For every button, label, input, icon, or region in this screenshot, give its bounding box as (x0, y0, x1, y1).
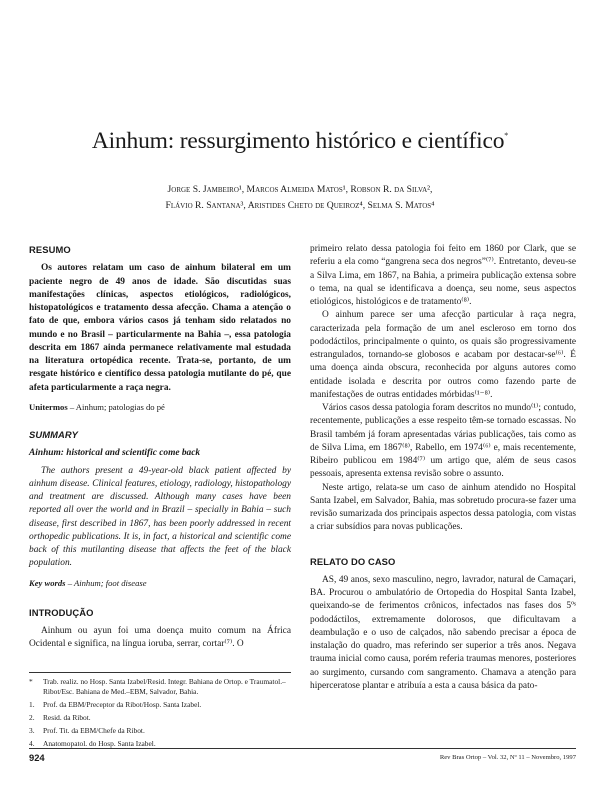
footnote-item: 1. Prof. da EBM/Preceptor da Ribot/Hosp. Santa Izabel. (29, 699, 202, 709)
resumo-keywords-label: Unitermos (29, 401, 68, 412)
title-footnote-mark: * (504, 131, 509, 140)
article-title (0, 128, 600, 155)
paragraph: Neste artigo, relata-se um caso de ainhum atendido no Hospital Santa Izabel, em Salvador, Bahia, mas sobretudo procura-se fazer uma revisão sumarizada dos principais aspectos dessa patologia, com vistas a criar subsídios para novas publicações. (310, 482, 576, 533)
paragraph: Vários casos dessa patologia foram descritos no mundo⁽¹⁾; contudo, recentemente, publicações a esse respeito têm-se tornado escassas. No Brasil também já foram apresentadas várias publicações, tais como as de Silva Lima, em 1867⁽⁸⁾, Rabello, em 1974⁽⁶⁾ e, mais recentemente, Ribeiro publicou em 1984⁽⁷⁾ um artigo que, além de seus casos pessoais, apresenta extensa revisão sobre o assunto. (310, 403, 576, 480)
summary-keywords (29, 577, 291, 590)
footnote-item: 2. Resid. da Ribot. (29, 712, 91, 722)
summary-subtitle: Ainhum: historical and scientific come back (29, 448, 201, 459)
right-column (310, 243, 576, 693)
footnote-item: 3. Prof. Tit. da EBM/Chefe da Ribot. (29, 726, 145, 736)
title-text: Ainhum: ressurgimento histórico e científico (91, 128, 505, 154)
resumo-keywords-text: – Ainhum; patologias do pé (69, 401, 165, 412)
case-report-heading: RELATO DO CASO (310, 555, 396, 567)
summary-keywords-label: Key words (29, 577, 66, 588)
left-column (29, 243, 291, 652)
paragraph: AS, 49 anos, sexo masculino, negro, lavrador, natural de Camaçari, BA. Procurou o ambulatório de Ortopedia do Hospital Santa Izabel, queixando-se de ferimentos crônicos, infectados nas fases dos 5ºˢ pododáctilos, extremamente dolorosos, que dificultavam a deambulação e o uso de calçados, não sabendo precisar a época de instalação do quadro, mas referindo ser superior a três anos. Negava trauma inicial como causa, porém referia traumas menores, posteriores ao surgimento, cursando com sangramento. Chamava a atenção para hiperceratose plantar e atribuía a esta a causa básica da pato- (310, 574, 576, 691)
resumo-text: Os autores relatam um caso de ainhum bilateral em um paciente negro de 49 anos de idade. São discutidas suas manifestações clínicas, aspectos etiológicos, radiológicos, histopatológicos e tratamento dessa afecção. Chama a atenção o fato de que, embora vários casos já tenham sido relatados no mundo e no Brasil – particularmente na Bahia –, essa patologia descrita em 1867 ainda permanece relativamente mal estudada na literatura ortopédica recente. Trata-se, portanto, de um resgate histórico e científico dessa patologia mutilante do pé, que afeta particularmente a raça negra. (29, 263, 291, 393)
footnote-item: 4. Anatomopatol. do Hosp. Santa Izabel. (29, 739, 156, 749)
author-line-1: Jorge S. Jambeiro¹, Marcos Almeida Matos¹, Robson R. da Silva², (167, 184, 433, 195)
paragraph: O ainhum parece ser uma afecção particular à raça negra, caracterizada pela formação de um anel escleroso em torno dos pododáctilos, principalmente o quinto, os quais são progressivamente estrangulados, tornando-se globosos e acabam por destacar-se⁽⁶⁾. É uma doença ainda obscura, reconhecida por alguns autores como entidade isolada e descrita por outros como fazendo parte de manifestações de outras entidades mórbidas⁽¹⁻⁸⁾. (310, 310, 576, 400)
intro-heading: INTRODUÇÃO (29, 606, 94, 618)
author-line-2: Flávio R. Santana³, Aristides Cheto de Queiroz⁴, Selma S. Matos⁴ (165, 200, 435, 211)
paragraph: primeiro relato dessa patologia foi feito em 1860 por Clark, que se referiu a ela como “gangrena seca dos negros”⁽⁷⁾. Entretanto, deveu-se a Silva Lima, em 1867, na Bahia, a primeira publicação extensa sobre o tema, na qual se identificava a doença, seu nome, seus aspectos etiológicos, histológicos e de tratamento⁽⁸⁾. (310, 244, 576, 307)
author-list (0, 182, 600, 214)
intro-text: Ainhum ou ayun foi uma doença muito comum na África Ocidental e significa, na língua ioruba, serrar, cortar⁽⁷⁾. O (29, 626, 291, 650)
page-number: 924 (29, 752, 45, 763)
summary-text: The authors present a 49-year-old black patient affected by ainhum disease. Clinical features, etiology, radiology, histopathology and treatment are discussed. Although many cases have been reported all over the world and in Brazil – specially in Bahia – such disease, first described in 1867, has been poorly addressed in recent orthopedic publications. It is, in fact, a historical and scientific come back of this mutilanting disease that affects the feet of the black population. (29, 465, 291, 569)
footnotes (29, 672, 291, 753)
resumo-keywords (29, 401, 291, 414)
summary-heading: SUMMARY (29, 429, 78, 440)
resumo-heading: RESUMO (29, 244, 71, 255)
footnote-item: * Trab. realiz. no Hosp. Santa Izabel/Resid. Integr. Bahiana de Ortop. e Traumatol.–Ribot/Esc. Bahiana de Med.–EBM, Salvador, Bahia. (29, 677, 286, 696)
summary-keywords-text: – Ainhum; foot disease (67, 577, 147, 588)
footer-divider (29, 748, 576, 749)
footnote-divider (29, 672, 291, 673)
journal-reference: Rev Bras Ortop – Vol. 32, Nº 11 – Novembro, 1997 (439, 754, 576, 761)
